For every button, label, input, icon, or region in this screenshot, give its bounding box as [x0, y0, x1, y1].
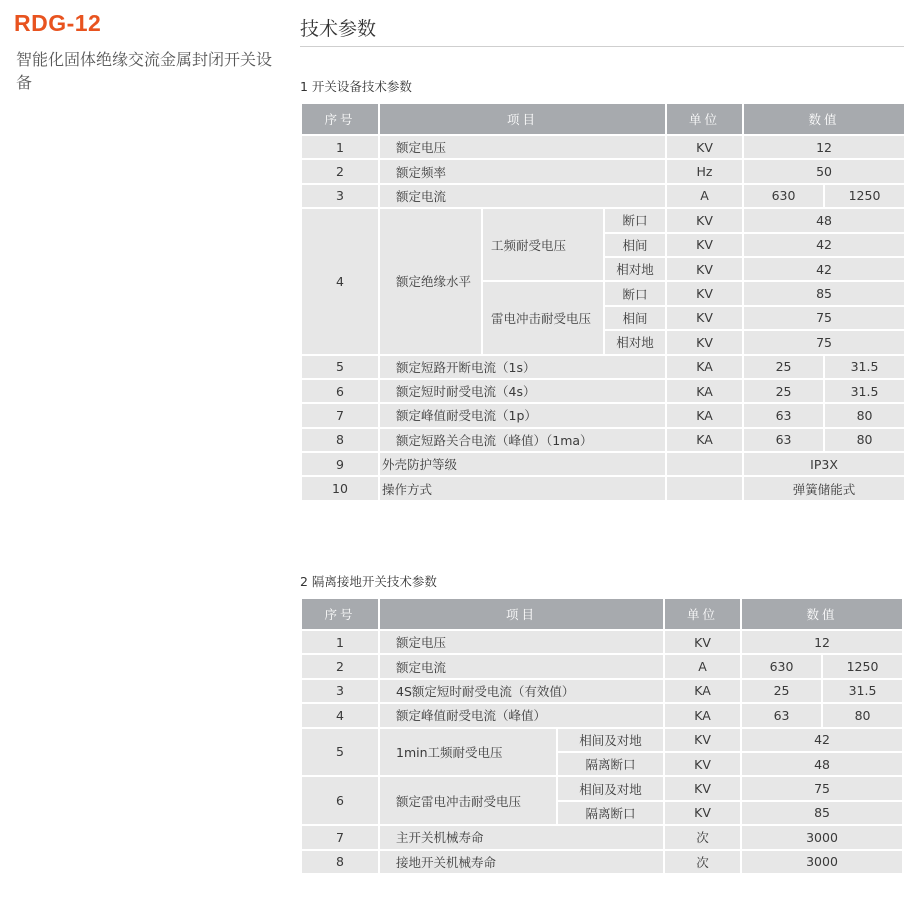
row-no: 3 — [301, 679, 379, 703]
header-value: 数值 — [743, 103, 905, 135]
row-unit: KV — [666, 257, 743, 281]
row-sub-item: 隔离断口 — [557, 801, 664, 825]
row-unit: KV — [664, 630, 741, 654]
row-item: 1min工频耐受电压 — [379, 728, 557, 777]
row-item: 额定峰值耐受电流（峰值） — [379, 703, 664, 727]
row-no: 4 — [301, 208, 379, 354]
table-row — [301, 184, 905, 208]
table-row — [301, 825, 903, 849]
table-row — [301, 403, 905, 427]
row-value-1: 25 — [741, 679, 822, 703]
row-item: 操作方式 — [379, 476, 666, 500]
row-no: 3 — [301, 184, 379, 208]
row-group-lightning-impulse: 雷电冲击耐受电压 — [482, 281, 604, 354]
row-value: 48 — [741, 752, 903, 776]
row-item: 外壳防护等级 — [379, 452, 666, 476]
row-sub-item: 相对地 — [604, 330, 666, 354]
row-value: 48 — [743, 208, 905, 232]
section-divider — [300, 46, 904, 47]
row-value-2: 80 — [822, 703, 903, 727]
row-value: 42 — [741, 728, 903, 752]
table-row — [301, 379, 905, 403]
header-item: 项目 — [379, 103, 666, 135]
row-item: 额定雷电冲击耐受电压 — [379, 776, 557, 825]
row-no: 5 — [301, 355, 379, 379]
row-unit: KV — [664, 728, 741, 752]
row-unit: KV — [666, 233, 743, 257]
row-no: 9 — [301, 452, 379, 476]
row-no: 7 — [301, 403, 379, 427]
row-value: 12 — [741, 630, 903, 654]
row-item: 主开关机械寿命 — [379, 825, 664, 849]
row-item: 额定短时耐受电流（4s） — [379, 379, 666, 403]
row-item: 额定频率 — [379, 159, 666, 183]
row-item: 额定短路关合电流（峰值）（1ma） — [379, 428, 666, 452]
table-row — [301, 654, 903, 678]
header-item: 项目 — [379, 598, 664, 630]
table-row — [301, 776, 903, 800]
row-value-2: 31.5 — [822, 679, 903, 703]
row-value-1: 63 — [743, 428, 824, 452]
row-value: 50 — [743, 159, 905, 183]
row-unit: KV — [664, 801, 741, 825]
row-unit: KV — [664, 752, 741, 776]
row-item: 接地开关机械寿命 — [379, 850, 664, 874]
table-row — [301, 630, 903, 654]
row-no: 8 — [301, 428, 379, 452]
table-row — [301, 728, 903, 752]
row-unit: KV — [666, 281, 743, 305]
table1-caption: 1 开关设备技术参数 — [300, 79, 412, 94]
row-value: 75 — [743, 330, 905, 354]
row-value-1: 630 — [743, 184, 824, 208]
row-value-2: 31.5 — [824, 355, 905, 379]
row-unit: 次 — [664, 825, 741, 849]
row-value: 75 — [743, 306, 905, 330]
row-sub-item: 相间 — [604, 306, 666, 330]
row-value-2: 1250 — [824, 184, 905, 208]
row-unit: A — [666, 184, 743, 208]
row-unit — [666, 476, 743, 500]
header-unit: 单位 — [664, 598, 741, 630]
row-value-1: 25 — [743, 379, 824, 403]
row-value: 42 — [743, 233, 905, 257]
row-value: 42 — [743, 257, 905, 281]
product-description: 智能化固体绝缘交流金属封闭开关设备 — [16, 50, 273, 92]
table1-header-row — [301, 103, 905, 135]
section-title: 技术参数 — [300, 18, 377, 40]
table-row — [301, 679, 903, 703]
row-value: 3000 — [741, 850, 903, 874]
row-item: 额定峰值耐受电流（1p） — [379, 403, 666, 427]
table-row — [301, 208, 905, 232]
row-value-1: 630 — [741, 654, 822, 678]
row-value-2: 80 — [824, 428, 905, 452]
row-no: 1 — [301, 135, 379, 159]
table-row — [301, 703, 903, 727]
table-row — [301, 159, 905, 183]
row-unit: KA — [666, 403, 743, 427]
header-no: 序号 — [301, 598, 379, 630]
header-no: 序号 — [301, 103, 379, 135]
row-no: 2 — [301, 654, 379, 678]
row-sub-item: 隔离断口 — [557, 752, 664, 776]
row-unit: KA — [666, 355, 743, 379]
row-value: 弹簧储能式 — [743, 476, 905, 500]
row-group-power-frequency: 工频耐受电压 — [482, 208, 604, 281]
table2-header-row — [301, 598, 903, 630]
row-sub-item: 断口 — [604, 281, 666, 305]
row-no: 1 — [301, 630, 379, 654]
table-row — [301, 452, 905, 476]
table-row — [301, 135, 905, 159]
row-value-1: 63 — [741, 703, 822, 727]
table1-switchgear-params — [300, 102, 906, 502]
row-sub-item: 相间 — [604, 233, 666, 257]
row-unit: KA — [664, 679, 741, 703]
row-value-2: 31.5 — [824, 379, 905, 403]
row-no: 6 — [301, 379, 379, 403]
row-value: 3000 — [741, 825, 903, 849]
table-row — [301, 850, 903, 874]
row-no: 5 — [301, 728, 379, 777]
row-value: 85 — [741, 801, 903, 825]
row-value-1: 25 — [743, 355, 824, 379]
row-unit: A — [664, 654, 741, 678]
row-unit: 次 — [664, 850, 741, 874]
table2-isolating-earthing-switch-params — [300, 597, 904, 875]
row-unit: KV — [666, 306, 743, 330]
row-sub-item: 相对地 — [604, 257, 666, 281]
row-unit: KA — [666, 379, 743, 403]
row-unit: KA — [664, 703, 741, 727]
row-unit: Hz — [666, 159, 743, 183]
row-no: 6 — [301, 776, 379, 825]
row-value: IP3X — [743, 452, 905, 476]
row-item: 额定电压 — [379, 135, 666, 159]
row-item: 额定绝缘水平 — [379, 208, 482, 354]
row-value-2: 1250 — [822, 654, 903, 678]
row-unit: KV — [664, 776, 741, 800]
row-item: 额定电流 — [379, 654, 664, 678]
row-no: 4 — [301, 703, 379, 727]
row-unit: KA — [666, 428, 743, 452]
row-item: 额定短路开断电流（1s） — [379, 355, 666, 379]
row-item: 4S额定短时耐受电流（有效值） — [379, 679, 664, 703]
row-sub-item: 断口 — [604, 208, 666, 232]
row-unit: KV — [666, 135, 743, 159]
row-no: 8 — [301, 850, 379, 874]
row-unit — [666, 452, 743, 476]
row-sub-item: 相间及对地 — [557, 728, 664, 752]
row-sub-item: 相间及对地 — [557, 776, 664, 800]
row-value: 85 — [743, 281, 905, 305]
row-value-2: 80 — [824, 403, 905, 427]
row-value: 75 — [741, 776, 903, 800]
row-unit: KV — [666, 208, 743, 232]
header-value: 数值 — [741, 598, 903, 630]
row-value-1: 63 — [743, 403, 824, 427]
product-model: RDG-12 — [14, 10, 102, 36]
row-no: 10 — [301, 476, 379, 500]
table2-caption: 2 隔离接地开关技术参数 — [300, 574, 437, 589]
row-value: 12 — [743, 135, 905, 159]
row-unit: KV — [666, 330, 743, 354]
row-item: 额定电压 — [379, 630, 664, 654]
table-row — [301, 476, 905, 500]
header-unit: 单位 — [666, 103, 743, 135]
table-row — [301, 428, 905, 452]
row-no: 2 — [301, 159, 379, 183]
row-no: 7 — [301, 825, 379, 849]
table-row — [301, 355, 905, 379]
row-item: 额定电流 — [379, 184, 666, 208]
